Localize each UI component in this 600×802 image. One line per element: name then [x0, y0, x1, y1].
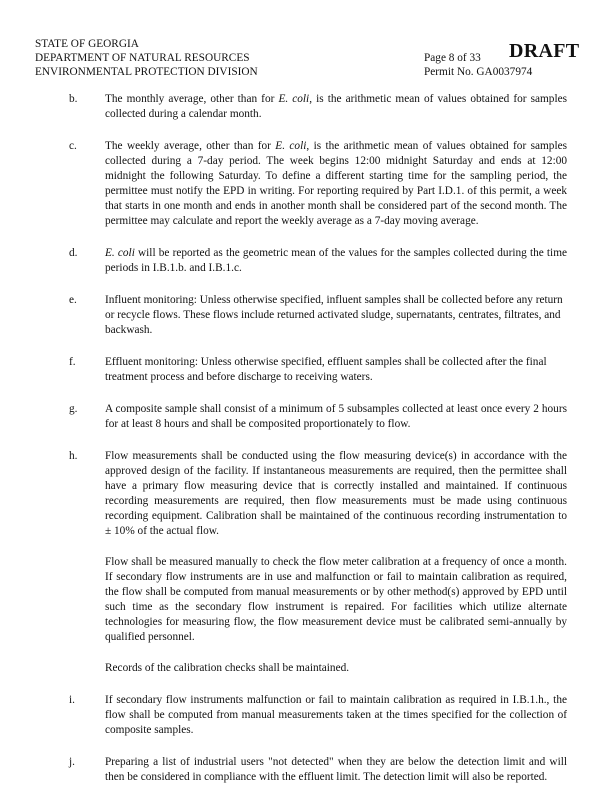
item-text: Preparing a list of industrial users "not detected" when they are below the detection limit and will then be considered in compliance with the effluent limit. The detection limit will also be reported. — [105, 756, 567, 783]
item-letter: c. — [69, 140, 77, 152]
list-item-i — [0, 693, 600, 738]
item-text: E. coli will be reported as the geometric mean of the values for the samples collected during the time periods in I.B.1.b. and I.B.1.c. — [105, 247, 567, 274]
permit-number: Permit No. GA0037974 — [424, 66, 533, 78]
item-letter: h. — [69, 450, 78, 462]
item-text: Influent monitoring: Unless otherwise specified, influent samples shall be collected before any return or recycle flows. These flows include returned activated sludge, supernatants, centrates, filtrates, and backwash. — [105, 294, 563, 336]
item-text: The weekly average, other than for E. coli, is the arithmetic mean of values obtained for samples collected during a 7-day period. The week begins 12:00 midnight Saturday and ends at 12:00 midnight the following Saturday. To define a different starting time for the sampling period, the permittee must notify the EPD in writing. For reporting required by Part I.D.1. of this permit, a week that starts in one month and ends in another month shall be considered part of the second month. The permittee may calculate and report the weekly average as a 7-day moving average. — [105, 140, 568, 227]
item-text: If secondary flow instruments malfunction or fail to maintain calibration as required in I.B.1.h., the flow shall be computed from manual measurements taken at the times specified for the collection of composite samples. — [105, 694, 567, 736]
list-item-j — [0, 755, 600, 785]
page-number: Page 8 of 33 — [424, 52, 481, 64]
item-letter: j. — [69, 756, 75, 768]
item-letter: b. — [69, 93, 78, 105]
item-letter: f. — [69, 356, 76, 368]
list-item-b — [0, 92, 600, 122]
list-item-g — [0, 402, 600, 432]
header-organization — [35, 37, 258, 79]
item-letter: g. — [69, 403, 78, 415]
header-state: STATE OF GEORGIA — [35, 38, 139, 50]
item-letter: e. — [69, 294, 77, 306]
draft-label: DRAFT — [509, 40, 580, 62]
item-text — [105, 449, 567, 676]
paragraph: Flow shall be measured manually to check the flow meter calibration at a frequency of once a month. If secondary flow instruments are in use and malfunction or fail to maintain calibration as required, the flow shall be computed from manual measurements or by other method(s) approved by EPD until such time as the secondary flow instrument is repaired. For facilities which utilize alternate technologies for measuring flow, the flow measurement device must be calibrated semi-annually by qualified personnel. — [105, 556, 567, 643]
item-text: A composite sample shall consist of a minimum of 5 subsamples collected at least once every 2 hours for at least 8 hours and shall be composited proportionately to flow. — [105, 403, 567, 430]
document-body — [0, 92, 600, 802]
item-letter: i. — [69, 694, 75, 706]
item-text: Effluent monitoring: Unless otherwise specified, effluent samples shall be collected after the final treatment process and before discharge to receiving waters. — [105, 356, 547, 383]
header-department: DEPARTMENT OF NATURAL RESOURCES — [35, 52, 250, 64]
paragraph: Records of the calibration checks shall be maintained. — [105, 662, 350, 674]
item-text: The monthly average, other than for E. coli, is the arithmetic mean of values obtained for samples collected during a calendar month. — [105, 93, 567, 120]
list-item-d — [0, 246, 600, 276]
item-letter: d. — [69, 247, 78, 259]
list-item-c — [0, 139, 600, 229]
paragraph: Flow measurements shall be conducted using the flow measuring device(s) in accordance with the approved design of the facility. If instantaneous measurements are required, then the permittee shall have a primary flow measuring device that is correctly installed and maintained. If continuous recording measurements are required, then flow measurements must be made using continuous recording equipment. Calibration shall be maintained of the continuous recording instrumentation to ± 10% of the actual flow. — [105, 450, 567, 537]
list-item-h — [0, 449, 600, 676]
list-item-e — [0, 293, 600, 338]
header-division: ENVIRONMENTAL PROTECTION DIVISION — [35, 66, 258, 78]
list-item-f — [0, 355, 600, 385]
